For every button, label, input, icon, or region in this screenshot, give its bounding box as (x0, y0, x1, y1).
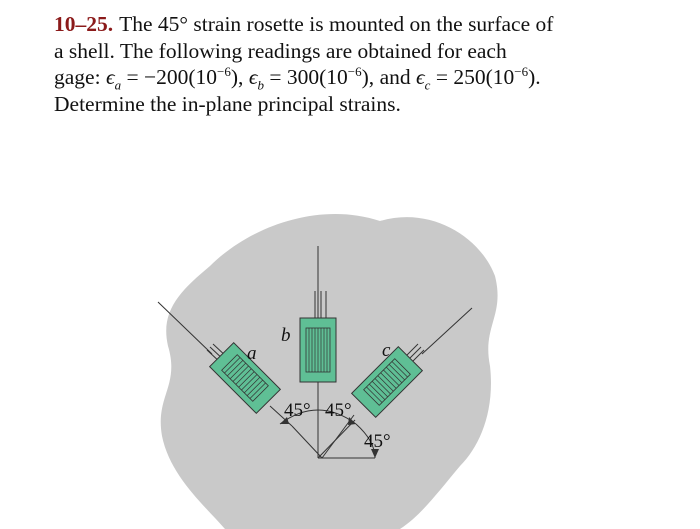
angle-bottom-label: 45° (364, 431, 391, 452)
epsilon-b-exponent: −6 (347, 63, 362, 79)
problem-line-2: a shell. The following readings are obtained for each (54, 38, 507, 63)
epsilon-c-subscript: c (424, 77, 431, 93)
gage-b (300, 318, 336, 382)
epsilon-a-exponent: −6 (217, 63, 231, 79)
strain-rosette-figure (150, 196, 510, 529)
problem-line-3: gage: $\epsilon_a = -200(10^{-6})$, $\epsilon_b = 300(10^{-6})$, and $\epsilon_c = 250(10^{-6})$. (54, 63, 541, 93)
epsilon-c-symbol: ϵ (415, 65, 425, 89)
problem-line-1 (54, 11, 610, 38)
problem-line-4: Determine the in-plane principal strains. (54, 91, 401, 116)
epsilon-a-symbol: ϵ (105, 65, 115, 89)
epsilon-b-symbol: ϵ (248, 65, 258, 89)
rosette-svg (150, 196, 510, 529)
epsilon-a-subscript: a (114, 77, 122, 93)
gage-c-label: c (382, 340, 391, 361)
angle-right-label: 45° (325, 400, 352, 421)
and-word: and (379, 65, 411, 89)
gage-label: gage: (54, 65, 101, 89)
epsilon-b-subscript: b (257, 77, 264, 93)
problem-text-line-1: The 45° strain rosette is mounted on the surface of (119, 12, 554, 36)
problem-number: 10–25. (54, 12, 114, 36)
angle-left-label: 45° (284, 400, 311, 421)
gage-b-label: b (281, 325, 291, 346)
epsilon-a-value: −200(10 (144, 65, 218, 89)
gage-a-label: a (247, 343, 257, 364)
epsilon-c-value: 250(10 (453, 65, 515, 89)
epsilon-b-value: 300(10 (286, 65, 348, 89)
epsilon-c-exponent: −6 (514, 63, 529, 79)
problem-statement (54, 11, 610, 117)
